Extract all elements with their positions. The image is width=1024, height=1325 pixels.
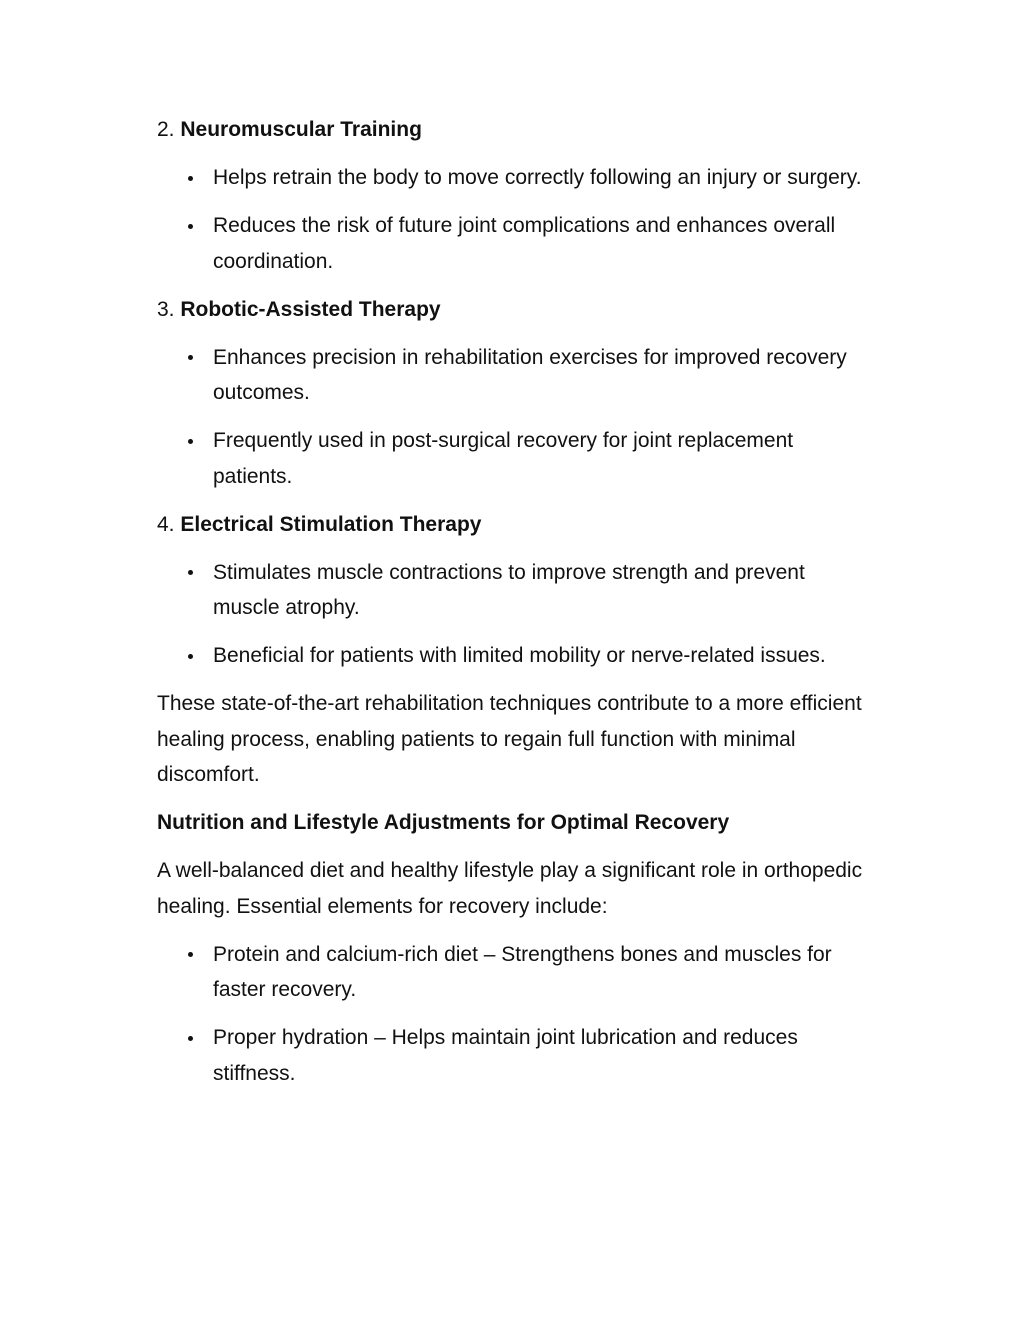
list-item: Beneficial for patients with limited mobility or nerve-related issues.: [157, 638, 869, 674]
numbered-item-neuromuscular: [157, 112, 869, 279]
list-item: Helps retrain the body to move correctly following an injury or surgery.: [157, 160, 869, 196]
list-item: Stimulates muscle contractions to improve strength and prevent muscle atrophy.: [157, 555, 869, 626]
item-title: Robotic-Assisted Therapy: [180, 297, 441, 321]
list-item: Reduces the risk of future joint complications and enhances overall coordination.: [157, 208, 869, 279]
item-number: 2.: [157, 118, 175, 141]
numbered-item-robotic: [157, 292, 869, 495]
bullet-list: [157, 555, 869, 674]
bullet-list: [157, 340, 869, 495]
numbered-item-heading: [157, 112, 869, 148]
list-item: Proper hydration – Helps maintain joint lubrication and reduces stiffness.: [157, 1020, 869, 1091]
numbered-item-heading: [157, 507, 869, 543]
list-item: Frequently used in post-surgical recovery for joint replacement patients.: [157, 423, 869, 494]
item-title: Neuromuscular Training: [180, 118, 422, 141]
numbered-item-electrical: [157, 507, 869, 674]
summary-paragraph: These state-of-the-art rehabilitation techniques contribute to a more efficient healing process, enabling patients to regain full function with minimal discomfort.: [157, 692, 862, 786]
numbered-item-heading: [157, 292, 869, 328]
document-page: [157, 112, 869, 1104]
item-number: 4.: [157, 512, 175, 536]
list-item: Enhances precision in rehabilitation exercises for improved recovery outcomes.: [157, 340, 869, 411]
list-item: Protein and calcium-rich diet – Strengthens bones and muscles for faster recovery.: [157, 937, 869, 1008]
section-heading: Nutrition and Lifestyle Adjustments for Optimal Recovery: [157, 811, 730, 834]
intro-paragraph: A well-balanced diet and healthy lifestyle play a significant role in orthopedic healing. Essential elements for recovery include:: [157, 859, 863, 918]
item-number: 3.: [157, 297, 175, 321]
item-title: Electrical Stimulation Therapy: [180, 512, 482, 536]
bullet-list: [157, 160, 869, 279]
nutrition-bullet-list: [157, 937, 869, 1092]
